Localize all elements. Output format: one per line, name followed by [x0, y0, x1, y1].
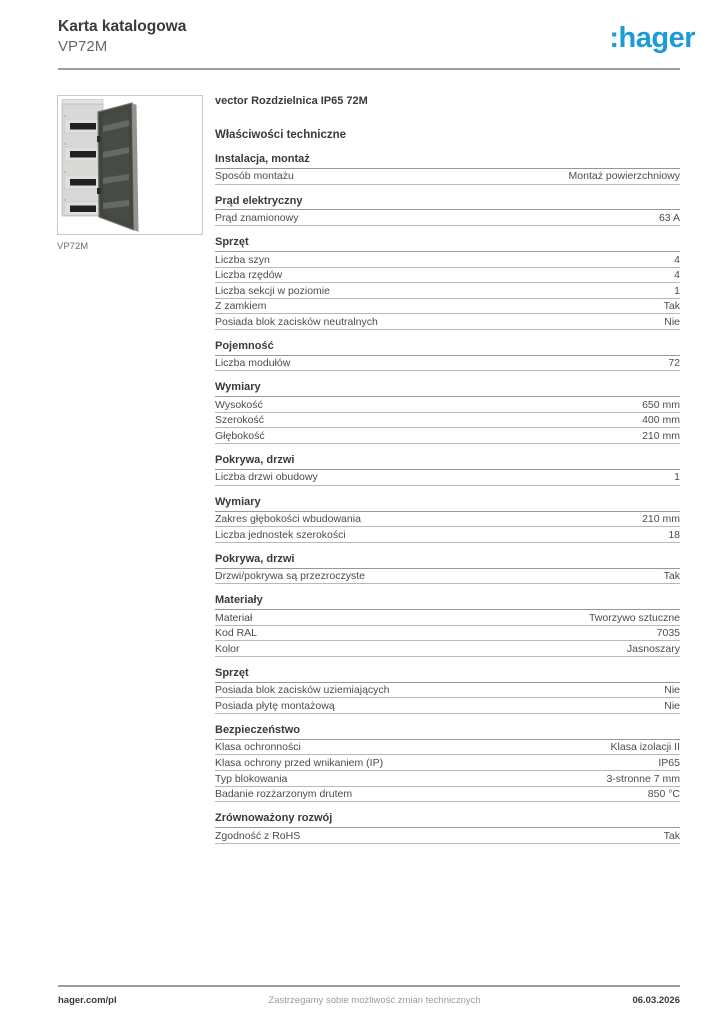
spec-row — [215, 314, 680, 330]
spec-row-label: Liczba szyn — [215, 253, 270, 266]
spec-row-label: Wysokość — [215, 398, 263, 411]
spec-section-title: Sprzęt — [215, 667, 680, 683]
spec-row-value: Montaż powierzchniowy — [568, 170, 680, 183]
spec-row-value: 650 mm — [642, 398, 680, 411]
footer-website-link[interactable]: hager.com/pl — [58, 995, 117, 1006]
spec-row — [215, 428, 680, 444]
spec-row — [215, 512, 680, 528]
spec-row-value: Nie — [664, 699, 680, 712]
spec-row-label: Badanie rozżarzonym drutem — [215, 788, 353, 801]
spec-row-label: Prąd znamionowy — [215, 211, 299, 224]
spec-row-label: Posiada blok zacisków uziemiających — [215, 684, 390, 697]
spec-row-value: 4 — [674, 269, 680, 282]
spec-row — [215, 569, 680, 585]
product-code: VP72M — [58, 37, 108, 55]
spec-row-label: Klasa ochrony przed wnikaniem (IP) — [215, 756, 384, 769]
spec-row-value: Tak — [663, 300, 680, 313]
spec-section-capacity — [215, 340, 680, 372]
spec-section-title: Prąd elektryczny — [215, 195, 680, 211]
spec-section-cover-door-2 — [215, 553, 680, 585]
spec-row-value: 72 — [668, 357, 680, 370]
spec-row-label: Materiał — [215, 611, 253, 624]
spec-section-title: Wymiary — [215, 381, 680, 397]
spec-row — [215, 771, 680, 787]
spec-row-label: Liczba rzędów — [215, 269, 283, 282]
spec-section-title: Sprzęt — [215, 236, 680, 252]
spec-row-value: Tworzywo sztuczne — [588, 611, 680, 624]
product-image-box — [57, 95, 203, 235]
spec-section-current — [215, 195, 680, 227]
spec-row — [215, 527, 680, 543]
hager-logo: :hager — [609, 22, 695, 54]
spec-row-value: 850 °C — [647, 788, 680, 801]
spec-row-value: Nie — [664, 315, 680, 328]
spec-section-dimensions — [215, 381, 680, 444]
spec-row-value: Klasa izolacji II — [610, 741, 680, 754]
spec-section-safety — [215, 724, 680, 802]
spec-section-title: Pokrywa, drzwi — [215, 553, 680, 569]
spec-section-title: Instalacja, montaż — [215, 153, 680, 169]
product-image — [58, 96, 202, 234]
spec-section-title: Pojemność — [215, 340, 680, 356]
spec-row-label: Liczba sekcji w poziomie — [215, 284, 330, 297]
spec-row — [215, 283, 680, 299]
spec-section-dimensions-2 — [215, 496, 680, 543]
spec-row-value: 18 — [668, 528, 680, 541]
spec-row-label: Liczba modułów — [215, 357, 291, 370]
footer-disclaimer: Zastrzegamy sobie możliwość zmian technicznych — [268, 995, 481, 1006]
spec-section-sustainability — [215, 812, 680, 844]
spec-row — [215, 252, 680, 268]
spec-row — [215, 828, 680, 844]
spec-section-installation — [215, 153, 680, 185]
spec-row-value: Nie — [664, 684, 680, 697]
spec-section-materials — [215, 594, 680, 657]
spec-section-title: Wymiary — [215, 496, 680, 512]
spec-section-equipment — [215, 236, 680, 330]
spec-row-value: Tak — [663, 570, 680, 583]
spec-section-title: Zrównoważony rozwój — [215, 812, 680, 828]
spec-row — [215, 698, 680, 714]
spec-row-value: IP65 — [658, 756, 680, 769]
spec-row — [215, 356, 680, 372]
spec-row — [215, 641, 680, 657]
spec-row — [215, 683, 680, 699]
specs-title: Właściwości techniczne — [215, 129, 347, 142]
spec-row-label: Drzwi/pokrywa są przezroczyste — [215, 570, 365, 583]
spec-row-label: Klasa ochronności — [215, 741, 301, 754]
spec-row-label: Sposób montażu — [215, 170, 294, 183]
spec-row-label: Typ blokowania — [215, 772, 288, 785]
spec-row-label: Liczba jednostek szerokości — [215, 528, 346, 541]
spec-row-value: Tak — [663, 829, 680, 842]
page-title: Karta katalogowa — [58, 18, 187, 35]
spec-row — [215, 626, 680, 642]
spec-row-label: Z zamkiem — [215, 300, 267, 313]
spec-row — [215, 169, 680, 185]
spec-row — [215, 610, 680, 626]
spec-row — [215, 397, 680, 413]
spec-row-value: Jasnoszary — [626, 642, 680, 655]
header — [58, 18, 186, 55]
spec-section-title: Bezpieczeństwo — [215, 724, 680, 740]
spec-row-value: 400 mm — [642, 414, 680, 427]
spec-row-label: Posiada płytę montażową — [215, 699, 335, 712]
product-name: vector Rozdzielnica IP65 72M — [215, 95, 368, 107]
spec-row-value: 210 mm — [642, 429, 680, 442]
spec-row — [215, 755, 680, 771]
spec-section-equipment-2 — [215, 667, 680, 714]
spec-row-value: 1 — [674, 471, 680, 484]
spec-row-label: Szerokość — [215, 414, 265, 427]
footer-date: 06.03.2026 — [632, 995, 680, 1006]
footer-divider — [58, 985, 680, 987]
product-image-caption: VP72M — [57, 241, 89, 252]
spec-row — [215, 268, 680, 284]
spec-row — [215, 470, 680, 486]
spec-row — [215, 787, 680, 803]
spec-row-label: Zgodność z RoHS — [215, 829, 301, 842]
spec-row-value: 63 A — [658, 211, 680, 224]
spec-section-cover-door — [215, 454, 680, 486]
spec-row-value: 4 — [674, 253, 680, 266]
spec-row-label: Kolor — [215, 642, 240, 655]
spec-row-value: 210 mm — [642, 513, 680, 526]
spec-row — [215, 740, 680, 756]
spec-row-value: 3-stronne 7 mm — [606, 772, 680, 785]
spec-row-label: Liczba drzwi obudowy — [215, 471, 318, 484]
footer — [58, 985, 680, 1006]
spec-row-value: 7035 — [656, 627, 680, 640]
spec-row — [215, 299, 680, 315]
specs-column — [215, 95, 680, 844]
spec-row-label: Kod RAL — [215, 627, 258, 640]
spec-row — [215, 210, 680, 226]
spec-row-label: Posiada blok zacisków neutralnych — [215, 315, 378, 328]
header-divider — [58, 68, 680, 70]
spec-row-label: Zakres głębokości wbudowania — [215, 513, 361, 526]
spec-row-label: Głębokość — [215, 429, 265, 442]
spec-section-title: Materiały — [215, 594, 680, 610]
spec-section-title: Pokrywa, drzwi — [215, 454, 680, 470]
spec-row-value: 1 — [674, 284, 680, 297]
spec-row — [215, 413, 680, 429]
